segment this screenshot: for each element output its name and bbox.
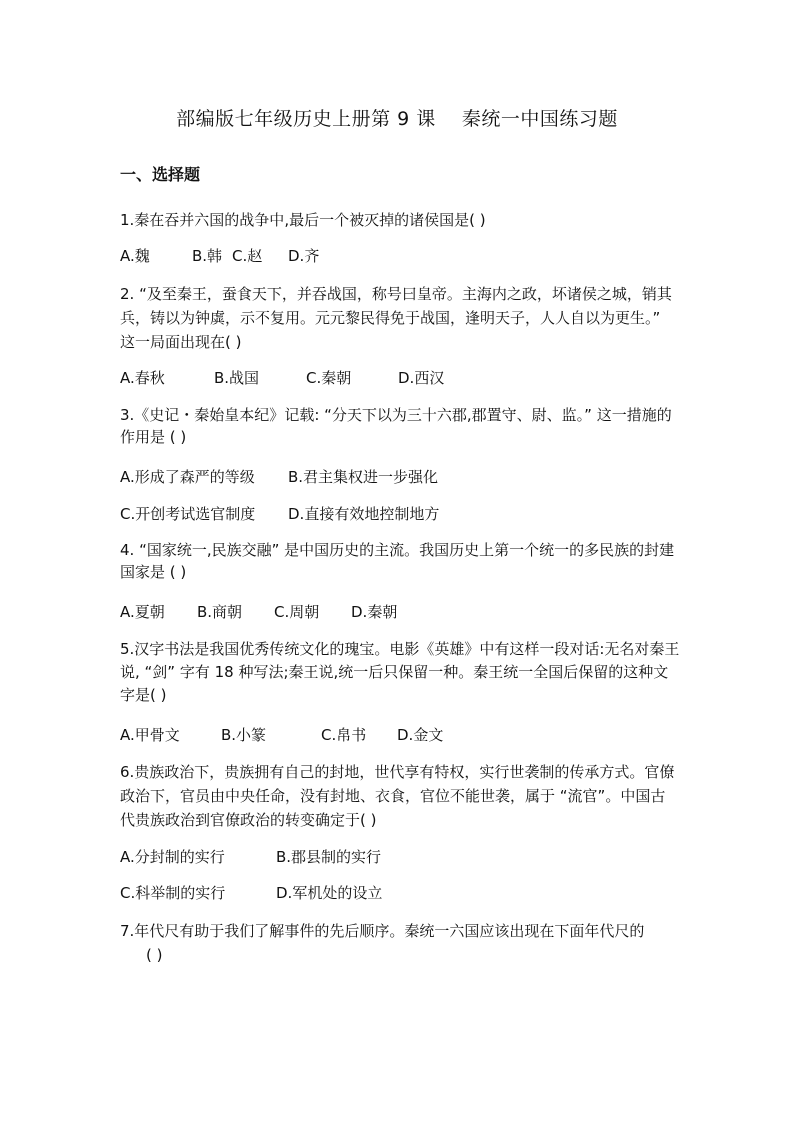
option-b[interactable]: B.战国 — [214, 369, 260, 387]
option-a[interactable]: A.形成了森严的等级 — [120, 468, 255, 486]
option-a[interactable]: A.春秋 — [120, 369, 165, 387]
option-b[interactable]: B.韩 — [192, 247, 223, 265]
option-b[interactable]: B.小篆 — [221, 726, 267, 744]
option-c[interactable]: C.帛书 — [321, 726, 367, 744]
page-title: 部编版七年级历史上册第 9 课 秦统一中国练习题 — [176, 108, 618, 130]
option-b[interactable]: B.郡县制的实行 — [276, 848, 382, 866]
option-d[interactable]: D.金文 — [397, 726, 444, 744]
option-b[interactable]: B.商朝 — [197, 603, 243, 621]
section-heading: 一、选择题 — [120, 165, 201, 184]
question-7: 7.年代尺有助于我们了解事件的先后顺序。秦统一六国应该出现在下面年代尺的 — [120, 922, 645, 940]
question-6-options-row-1 — [120, 846, 381, 868]
option-c[interactable]: C.科举制的实行 — [120, 884, 226, 902]
question-5-options — [120, 724, 443, 746]
question-5: 5.汉字书法是我国优秀传统文化的瑰宝。电影《英雄》中有这样一段对话:无名对秦王说, “剑” 字有 18 种写法;秦王说,统一后只保留一种。秦王统一全国后保留的这种文字是( ) — [120, 640, 680, 704]
option-a[interactable]: A.魏 — [120, 247, 150, 265]
question-6-options-row-2 — [120, 882, 382, 904]
option-d[interactable]: D.军机处的设立 — [276, 884, 383, 902]
option-b[interactable]: B.君主集权进一步强化 — [288, 468, 439, 486]
option-a[interactable]: A.夏朝 — [120, 603, 165, 621]
option-c[interactable]: C.开创考试选官制度 — [120, 505, 256, 523]
question-1: 1.秦在吞并六国的战争中,最后一个被灭掉的诸侯国是( ) — [120, 211, 486, 229]
question-3: 3.《史记・秦始皇本纪》记载: “分天下以为三十六郡,郡置守、尉、监。” 这一措施的作用是 ( ) — [120, 406, 672, 446]
option-c[interactable]: C.赵 — [232, 247, 263, 265]
option-d[interactable]: D.齐 — [288, 247, 320, 265]
option-d[interactable]: D.秦朝 — [351, 603, 398, 621]
question-7-answer-blank: ( ) — [146, 946, 163, 964]
question-4: 4. “国家统一,民族交融” 是中国历史的主流。我国历史上第一个统一的多民族的封建国家是 ( ) — [120, 541, 675, 581]
question-4-options — [120, 601, 397, 623]
option-c[interactable]: C.周朝 — [274, 603, 320, 621]
option-a[interactable]: A.甲骨文 — [120, 726, 180, 744]
question-3-options-row-1 — [120, 466, 438, 488]
question-1-options — [120, 245, 319, 267]
option-c[interactable]: C.秦朝 — [306, 369, 352, 387]
option-d[interactable]: D.西汉 — [398, 369, 445, 387]
question-2-options — [120, 367, 444, 389]
option-d[interactable]: D.直接有效地控制地方 — [288, 505, 440, 523]
question-2: 2. “及至秦王，蚕食天下，并吞战国，称号曰皇帝。主海内之政，坏诸侯之城，销其兵，铸以为钟虡，示不复用。元元黎民得免于战国，逢明天子，人人自以为更生。” 这一局面出现在( ) — [120, 285, 672, 351]
option-a[interactable]: A.分封制的实行 — [120, 848, 225, 866]
question-3-options-row-2 — [120, 503, 439, 525]
question-6: 6.贵族政治下，贵族拥有自己的封地，世代享有特权，实行世袭制的传承方式。官僚政治下，官员由中央任命，没有封地、衣食，官位不能世袭，属于 “流官”。中国古代贵族政治到官僚政治的转变确定于( ) — [120, 763, 675, 829]
